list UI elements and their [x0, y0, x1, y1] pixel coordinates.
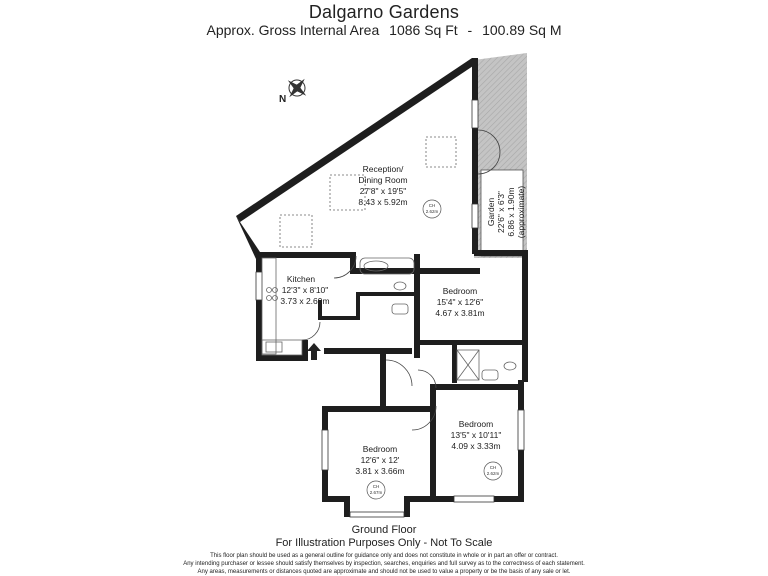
- bedroom-east-imperial: 15'4" x 12'6": [436, 297, 484, 307]
- garden-metric: 6.86 x 1.90m: [506, 187, 516, 237]
- ch-marker-reception: [423, 200, 441, 218]
- area-sqm: 100.89 Sq M: [482, 22, 562, 38]
- entrance-arrow-icon: [307, 343, 321, 360]
- bedroom-se-imperial: 13'5" x 10'11": [450, 430, 502, 440]
- illustration-note: For Illustration Purposes Only - Not To Scale: [275, 537, 493, 549]
- ch-marker-bedroom-south: [367, 481, 385, 499]
- bedroom-south-metric: 3.81 x 3.66m: [355, 466, 405, 476]
- ch-bedroom-se-value: 2.62m: [486, 471, 500, 476]
- area-separator: -: [467, 22, 473, 38]
- compass-north-label: N: [279, 94, 287, 105]
- reception-metric: 8.43 x 5.92m: [358, 197, 408, 207]
- bedroom-east-name: Bedroom: [442, 286, 478, 296]
- area-sqft: 1086 Sq Ft: [389, 22, 458, 38]
- bedroom-south-imperial: 12'6" x 12': [360, 455, 400, 465]
- kitchen-imperial: 12'3" x 8'10": [281, 285, 329, 295]
- kitchen-name: Kitchen: [286, 274, 316, 284]
- bedroom-south-name: Bedroom: [362, 444, 398, 454]
- ch-reception-label: CH: [428, 203, 436, 208]
- disclaimer-line-1: This floor plan should be used as a general outline for guidance only and does not constitute in whole or in part an offer or contract.: [210, 553, 558, 559]
- disclaimer-line-2: Any intending purchaser or lessee should satisfy themselves by inspection, searches, enquiries and full survey as to the correctness of each statement.: [183, 561, 585, 567]
- ch-bedroom-se-label: CH: [489, 465, 497, 470]
- ch-bedroom-south-value: 2.67m: [369, 490, 383, 495]
- ch-marker-bedroom-se: [484, 462, 502, 480]
- floor-label: Ground Floor: [351, 524, 417, 536]
- garden-imperial: 22'6" x 6'3": [496, 191, 506, 233]
- kitchen-metric: 3.73 x 2.69m: [280, 296, 330, 306]
- plan-title: Dalgarno Gardens: [308, 2, 460, 22]
- disclaimer-line-3: Any areas, measurements or distances quoted are approximate and should not be used to value a property or be the basis of any sale or let.: [197, 569, 571, 575]
- reception-imperial: 27'8" x 19'5": [359, 186, 407, 196]
- garden-name: Garden: [486, 197, 496, 227]
- garden-note: (approximate): [516, 185, 526, 239]
- bedroom-se-name: Bedroom: [458, 419, 494, 429]
- bedroom-se-metric: 4.09 x 3.33m: [451, 441, 501, 451]
- area-label: Approx. Gross Internal Area: [206, 22, 380, 38]
- reception-name-2: Dining Room: [358, 175, 408, 185]
- ch-reception-value: 2.62m: [425, 209, 439, 214]
- ch-bedroom-south-label: CH: [372, 484, 380, 489]
- bedroom-east-metric: 4.67 x 3.81m: [435, 308, 485, 318]
- reception-name-1: Reception/: [362, 164, 404, 174]
